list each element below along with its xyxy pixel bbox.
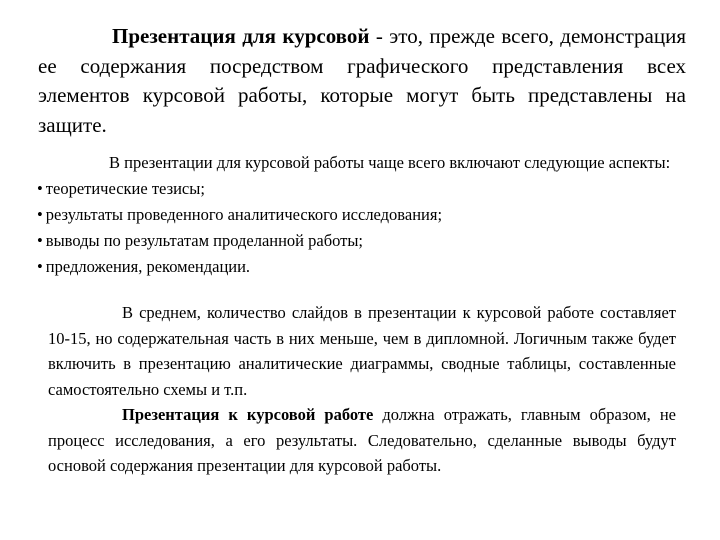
aspects-section: [37, 150, 677, 280]
list-item-text: предложения, рекомендации.: [45, 257, 251, 276]
definition-term: Презентация для курсовой: [112, 24, 370, 48]
bullet-icon: •: [37, 257, 43, 276]
list-item: [37, 176, 677, 202]
list-item-text: результаты проведенного аналитического исследования;: [45, 205, 443, 224]
definition-text: - это, прежде всего, демонстрация ее содержания посредством графического представления всех элементов курсовой работы, которые могут быть представлены на защите.: [38, 24, 686, 137]
results-paragraph: [48, 402, 676, 479]
list-item: [37, 228, 677, 254]
details-section: [48, 300, 676, 479]
definition-paragraph: [38, 22, 686, 140]
list-item: [37, 202, 677, 228]
results-text: должна отражать, главным образом, не процесс исследования, а его результаты. Следовательно, сделанные выводы будут основой содержания презентации для курсовой работы.: [48, 405, 676, 475]
results-term: Презентация к курсовой работе: [122, 405, 374, 424]
list-item-text: теоретические тезисы;: [45, 179, 205, 198]
bullet-icon: •: [37, 231, 43, 250]
bullet-icon: •: [37, 205, 43, 224]
slides-count-paragraph: В среднем, количество слайдов в презентации к курсовой работе составляет 10-15, но содержательная часть в них меньше, чем в дипломной. Логичным также будет включить в презентацию аналитические диаграммы, сводные таблицы, составленные самостоятельно схемы и т.п.: [48, 303, 676, 399]
list-item: [37, 254, 677, 280]
list-item-text: выводы по результатам проделанной работы;: [45, 231, 364, 250]
aspects-intro: В презентации для курсовой работы чаще всего включают следующие аспекты:: [109, 153, 671, 172]
bullet-icon: •: [37, 179, 43, 198]
aspects-list: [37, 176, 677, 280]
